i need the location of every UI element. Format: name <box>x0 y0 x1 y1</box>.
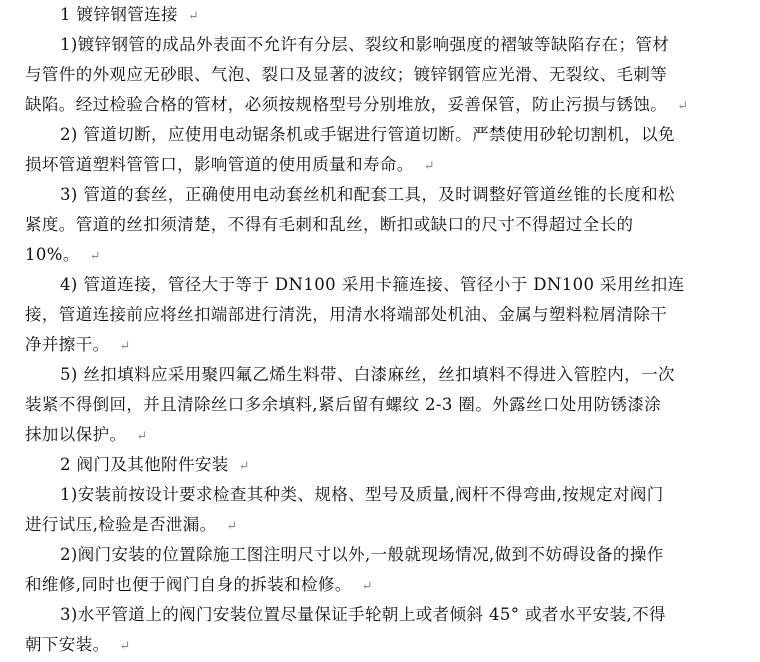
paragraph-line: 接，管道连接前应将丝扣端部进行清洗，用清水将端部处机油、金属与塑料粒屑清除干 <box>25 305 668 324</box>
paragraph-line: 装紧不得倒回，并且清除丝口多余填料,紧后留有螺纹 2-3 圈。外露丝口处用防锈漆涂 <box>25 395 662 414</box>
paragraph-line: 1)安装前按设计要求检查其种类、规格、型号及质量,阀杆不得弯曲,按规定对阀门 <box>60 485 664 504</box>
paragraph-line: 2) 管道切断，应使用电动锯条机或手锯进行管道切断。严禁使用砂轮切割机，以免 <box>60 125 675 144</box>
paragraph-line: 净并擦干。 ↵ <box>25 335 131 354</box>
paragraph-line: 进行试压,检验是否泄漏。 ↵ <box>25 515 238 534</box>
section-heading-1: 1 镀锌钢管连接 ↵ <box>60 5 200 24</box>
paragraph-mark: ↵ <box>423 159 435 174</box>
section-heading-2: 2 阀门及其他附件安装 ↵ <box>60 455 250 474</box>
paragraph-line: 3) 管道的套丝，正确使用电动套丝机和配套工具，及时调整好管道丝锥的长度和松 <box>60 185 675 204</box>
paragraph-line: 10%。 ↵ <box>25 245 102 264</box>
paragraph-mark: ↵ <box>89 249 102 264</box>
paragraph-mark: ↵ <box>361 579 374 594</box>
paragraph-line: 抹加以保护。 ↵ <box>25 425 148 444</box>
paragraph-line: 与管件的外观应无砂眼、气泡、裂口及显著的波纹；镀锌钢管应光滑、无裂纹、毛刺等 <box>25 65 668 84</box>
paragraph-line: 1)镀锌钢管的成品外表面不允许有分层、裂纹和影响强度的褶皱等缺陷存在；管材 <box>60 35 670 54</box>
paragraph-line: 5) 丝扣填料应采用聚四氟乙烯生料带、白漆麻丝，丝扣填料不得进入管腔内，一次 <box>60 365 675 384</box>
paragraph-line: 缺陷。经过检验合格的管材，必须按规格型号分别堆放，妥善保管，防止污损与锈蚀。 ↵ <box>25 95 689 114</box>
paragraph-mark: ↵ <box>119 639 131 654</box>
paragraph-line: 紧度。管道的丝扣须清楚，不得有毛刺和乱丝，断扣或缺口的尺寸不得超过全长的 <box>25 215 634 234</box>
paragraph-mark: ↵ <box>187 9 200 24</box>
paragraph-line: 朝下安装。 ↵ <box>25 635 131 654</box>
paragraph-line: 损坏管道塑料管管口，影响管道的使用质量和寿命。 ↵ <box>25 155 435 174</box>
paragraph-line: 2)阀门安装的位置除施工图注明尺寸以外,一般就现场情况,做到不妨碍设备的操作 <box>60 545 664 564</box>
paragraph-mark: ↵ <box>136 429 148 444</box>
paragraph-mark: ↵ <box>119 339 131 354</box>
paragraph-mark: ↵ <box>238 459 250 474</box>
paragraph-line: 3)水平管道上的阀门安装位置尽量保证手轮朝上或者倾斜 45° 或者水平安装,不得 <box>60 605 666 624</box>
paragraph-line: 4) 管道连接，管径大于等于 DN100 采用卡箍连接、管径小于 DN100 采用丝扣连 <box>60 275 685 294</box>
paragraph-mark: ↵ <box>677 99 689 114</box>
paragraph-line: 和维修,同时也便于阀门自身的拆装和检修。 ↵ <box>25 575 374 594</box>
paragraph-mark: ↵ <box>226 519 238 534</box>
